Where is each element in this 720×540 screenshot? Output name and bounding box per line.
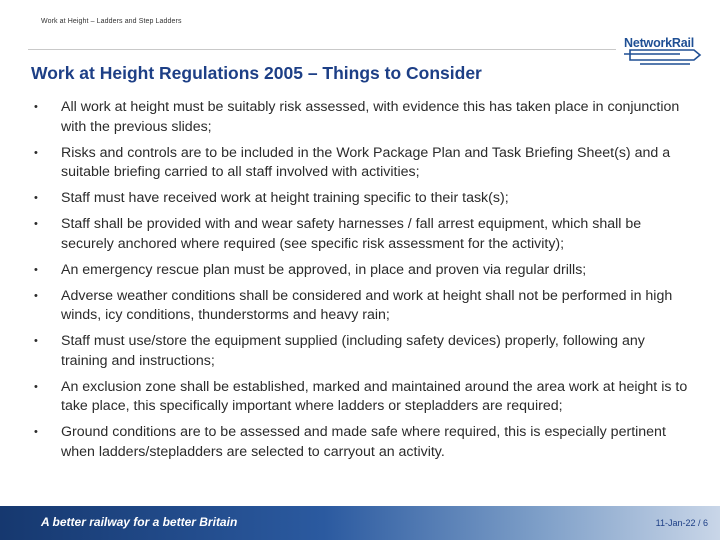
footer-bar [0,506,720,540]
bullet-marker: • [34,289,38,302]
network-rail-logo [620,34,704,68]
bullet-marker: • [34,192,38,204]
bullet-marker: • [34,146,38,159]
header-label: Work at Height – Ladders and Step Ladders [41,18,182,25]
bullet-text: An emergency rescue plan must be approved, in place and proven via regular drills; [61,261,587,278]
bullet-item [34,144,694,183]
bullet-item [34,378,694,417]
logo-text: NetworkRail [624,36,695,50]
footer-date-page: 11-Jan-22 / 6 [655,518,708,528]
bullet-item [34,98,694,137]
bullet-marker: • [34,101,38,113]
bullet-text: Staff must use/store the equipment supplied (including safety devices) properly, following any training and instructions; [61,333,645,369]
header-divider [28,49,616,50]
bullet-text: Ground conditions are to be assessed and made safe where required, this is especially pertinent when ladders/stepladders are selected to carryout an activity. [61,424,666,460]
bullet-marker: • [34,335,38,347]
bullet-item [34,215,694,254]
bullet-item [34,287,694,326]
bullet-item [34,423,694,462]
bullet-text: Risks and controls are to be included in the Work Package Plan and Task Briefing Sheet(s) and a suitable briefing carried to all staff involved with activities; [61,144,671,180]
bullet-text: An exclusion zone shall be established, marked and maintained around the area work at height is to take place, this specifically important where ladders or stepladders are required; [61,378,688,414]
logo-arrows-icon [620,48,704,68]
footer-tagline: A better railway for a better Britain [41,515,238,529]
bullet-text: All work at height must be suitably risk assessed, with evidence this has taken place in conjunction with the previous slides; [61,99,680,135]
bullet-text: Adverse weather conditions shall be considered and work at height shall not be performed in high winds, icy conditions, thunderstorms and heavy rain; [61,287,673,323]
bullet-item [34,189,694,209]
bullet-marker: • [34,263,38,276]
bullet-item [34,332,694,371]
bullet-marker: • [34,218,38,230]
bullet-marker: • [34,426,38,438]
bullet-text: Staff shall be provided with and wear safety harnesses / fall arrest equipment, which shall be securely anchored where required (see specific risk assessment for the activity); [61,216,642,252]
slide-title: Work at Height Regulations 2005 – Things to Consider [31,63,482,83]
bullet-item [34,261,694,281]
bullet-marker: • [34,380,38,393]
bullet-list [34,98,694,469]
bullet-text: Staff must have received work at height training specific to their task(s); [61,190,509,206]
